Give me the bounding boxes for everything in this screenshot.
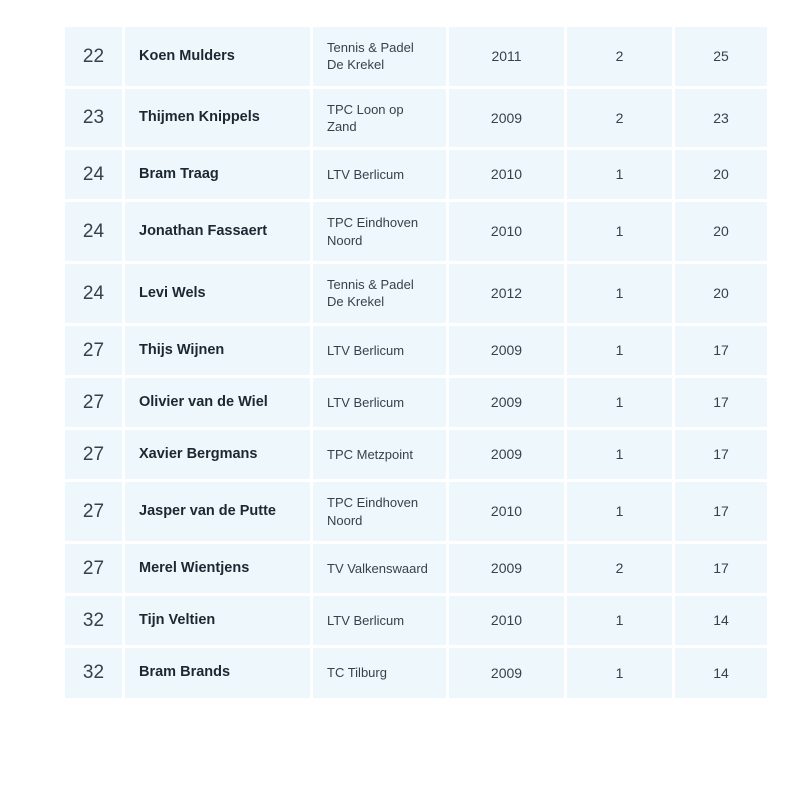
cell-value-rank: 32	[82, 662, 105, 684]
cell-value-year: 2009	[490, 560, 523, 577]
table-cell-tournaments	[566, 324, 674, 376]
table-row[interactable]	[65, 542, 767, 594]
table-cell-tournaments	[566, 429, 674, 481]
cell-value-club: TV Valkenswaard	[327, 560, 428, 576]
table-cell-name	[124, 542, 312, 594]
cell-value-tournaments: 2	[615, 47, 624, 64]
table-cell-rank	[65, 27, 124, 87]
table-row[interactable]	[65, 149, 767, 201]
cell-value-year: 2009	[490, 446, 523, 463]
table-cell-tournaments	[566, 647, 674, 699]
table-cell-name	[124, 481, 312, 543]
table-cell-points	[674, 481, 768, 543]
table-cell-name	[124, 647, 312, 699]
table-cell-tournaments	[566, 262, 674, 324]
table-cell-rank	[65, 481, 124, 543]
cell-value-rank: 24	[82, 164, 105, 186]
cell-value-points: 17	[713, 446, 729, 463]
cell-value-rank: 27	[82, 557, 105, 579]
table-cell-club	[312, 481, 448, 543]
cell-value-name: Levi Wels	[139, 284, 206, 301]
cell-value-points: 14	[713, 664, 729, 681]
cell-value-club: TC Tilburg	[327, 665, 387, 681]
cell-value-club: LTV Berlicum	[327, 394, 405, 410]
cell-value-year: 2009	[490, 341, 523, 358]
table-cell-club	[312, 201, 448, 263]
cell-value-name: Koen Mulders	[139, 47, 235, 64]
table-cell-name	[124, 149, 312, 201]
cell-value-club: LTV Berlicum	[327, 342, 405, 358]
cell-value-club: LTV Berlicum	[327, 167, 405, 183]
cell-value-name: Thijmen Knippels	[139, 109, 260, 126]
cell-value-name: Tijn Veltien	[139, 612, 216, 629]
table-cell-club	[312, 376, 448, 428]
cell-value-tournaments: 1	[615, 612, 624, 629]
table-cell-tournaments	[566, 27, 674, 87]
table-cell-tournaments	[566, 595, 674, 647]
table-cell-name	[124, 429, 312, 481]
cell-value-tournaments: 2	[615, 109, 624, 126]
cell-value-points: 17	[713, 560, 729, 577]
table-cell-year	[448, 149, 566, 201]
ranking-table	[65, 27, 767, 701]
cell-value-points: 20	[713, 284, 729, 301]
table-cell-points	[674, 149, 768, 201]
table-row[interactable]	[65, 87, 767, 149]
table-cell-rank	[65, 201, 124, 263]
table-cell-year	[448, 324, 566, 376]
table-cell-points	[674, 429, 768, 481]
cell-value-tournaments: 1	[615, 394, 624, 411]
cell-value-rank: 27	[82, 391, 105, 413]
table-cell-club	[312, 542, 448, 594]
table-row[interactable]	[65, 201, 767, 263]
table-cell-club	[312, 27, 448, 87]
cell-value-name: Olivier van de Wiel	[139, 393, 268, 410]
table-cell-name	[124, 262, 312, 324]
table-cell-points	[674, 87, 768, 149]
cell-value-points: 17	[713, 394, 729, 411]
cell-value-club: TPC Loon op Zand	[327, 101, 404, 134]
table-cell-tournaments	[566, 201, 674, 263]
table-cell-rank	[65, 542, 124, 594]
cell-value-rank: 27	[82, 500, 105, 522]
cell-value-points: 25	[713, 47, 729, 64]
table-cell-club	[312, 87, 448, 149]
table-cell-tournaments	[566, 149, 674, 201]
ranking-table-body	[65, 27, 767, 699]
table-cell-club	[312, 595, 448, 647]
table-cell-rank	[65, 595, 124, 647]
cell-value-name: Jonathan Fassaert	[139, 223, 268, 240]
cell-value-club: TPC Eindhoven Noord	[327, 215, 419, 248]
cell-value-year: 2009	[490, 664, 523, 681]
table-cell-name	[124, 201, 312, 263]
cell-value-year: 2010	[490, 612, 523, 629]
table-cell-year	[448, 647, 566, 699]
cell-value-tournaments: 1	[615, 341, 624, 358]
table-cell-club	[312, 324, 448, 376]
cell-value-year: 2012	[490, 284, 523, 301]
table-cell-club	[312, 149, 448, 201]
table-row[interactable]	[65, 481, 767, 543]
table-cell-year	[448, 542, 566, 594]
table-cell-points	[674, 647, 768, 699]
table-cell-year	[448, 481, 566, 543]
cell-value-points: 17	[713, 503, 729, 520]
table-cell-name	[124, 27, 312, 87]
cell-value-tournaments: 2	[615, 560, 624, 577]
cell-value-tournaments: 1	[615, 446, 624, 463]
table-cell-year	[448, 429, 566, 481]
cell-value-name: Xavier Bergmans	[139, 446, 258, 463]
cell-value-rank: 32	[82, 610, 105, 632]
table-cell-year	[448, 201, 566, 263]
table-cell-club	[312, 647, 448, 699]
cell-value-points: 23	[713, 109, 729, 126]
cell-value-club: Tennis & Padel De Krekel	[327, 276, 414, 310]
cell-value-rank: 24	[82, 221, 105, 243]
cell-value-tournaments: 1	[615, 503, 624, 520]
cell-value-points: 20	[713, 166, 729, 183]
table-cell-rank	[65, 87, 124, 149]
table-row[interactable]	[65, 324, 767, 376]
cell-value-year: 2010	[490, 503, 523, 520]
cell-value-year: 2009	[490, 394, 523, 411]
table-cell-points	[674, 201, 768, 263]
table-cell-name	[124, 376, 312, 428]
cell-value-rank: 22	[82, 45, 105, 67]
cell-value-year: 2011	[491, 47, 522, 64]
cell-value-rank: 23	[82, 107, 105, 129]
table-cell-name	[124, 324, 312, 376]
table-cell-points	[674, 542, 768, 594]
table-cell-club	[312, 262, 448, 324]
cell-value-points: 14	[713, 612, 729, 629]
table-row[interactable]	[65, 595, 767, 647]
cell-value-tournaments: 1	[615, 664, 624, 681]
table-cell-year	[448, 87, 566, 149]
cell-value-name: Bram Traag	[139, 166, 219, 183]
cell-value-points: 17	[713, 341, 729, 358]
table-cell-club	[312, 429, 448, 481]
table-cell-year	[448, 376, 566, 428]
table-cell-points	[674, 262, 768, 324]
cell-value-rank: 27	[82, 339, 105, 361]
cell-value-year: 2010	[490, 223, 523, 240]
table-cell-year	[448, 262, 566, 324]
cell-value-year: 2009	[490, 109, 523, 126]
table-cell-tournaments	[566, 481, 674, 543]
table-row[interactable]	[65, 376, 767, 428]
table-cell-rank	[65, 429, 124, 481]
cell-value-year: 2010	[490, 166, 523, 183]
table-cell-name	[124, 87, 312, 149]
cell-value-club: TPC Metzpoint	[327, 447, 413, 463]
table-cell-rank	[65, 324, 124, 376]
table-row[interactable]	[65, 27, 767, 87]
cell-value-tournaments: 1	[615, 223, 624, 240]
table-cell-points	[674, 27, 768, 87]
cell-value-name: Merel Wientjens	[139, 559, 250, 576]
table-cell-points	[674, 324, 768, 376]
cell-value-rank: 24	[82, 282, 105, 304]
cell-value-tournaments: 1	[615, 166, 624, 183]
cell-value-club: LTV Berlicum	[327, 613, 405, 629]
table-cell-year	[448, 27, 566, 87]
cell-value-tournaments: 1	[615, 284, 624, 301]
table-row[interactable]	[65, 262, 767, 324]
table-cell-rank	[65, 262, 124, 324]
table-cell-rank	[65, 647, 124, 699]
table-cell-points	[674, 595, 768, 647]
table-cell-tournaments	[566, 542, 674, 594]
cell-value-club: TPC Eindhoven Noord	[327, 495, 419, 528]
cell-value-club: Tennis & Padel De Krekel	[327, 40, 414, 73]
table-cell-tournaments	[566, 87, 674, 149]
table-cell-name	[124, 595, 312, 647]
table-cell-points	[674, 376, 768, 428]
table-row[interactable]	[65, 647, 767, 699]
table-cell-tournaments	[566, 376, 674, 428]
table-cell-rank	[65, 149, 124, 201]
table-row[interactable]	[65, 429, 767, 481]
cell-value-name: Bram Brands	[139, 664, 231, 681]
table-cell-rank	[65, 376, 124, 428]
cell-value-name: Thijs Wijnen	[139, 341, 225, 358]
table-cell-year	[448, 595, 566, 647]
cell-value-rank: 27	[82, 444, 105, 466]
cell-value-name: Jasper van de Putte	[139, 502, 276, 519]
cell-value-points: 20	[713, 223, 729, 240]
